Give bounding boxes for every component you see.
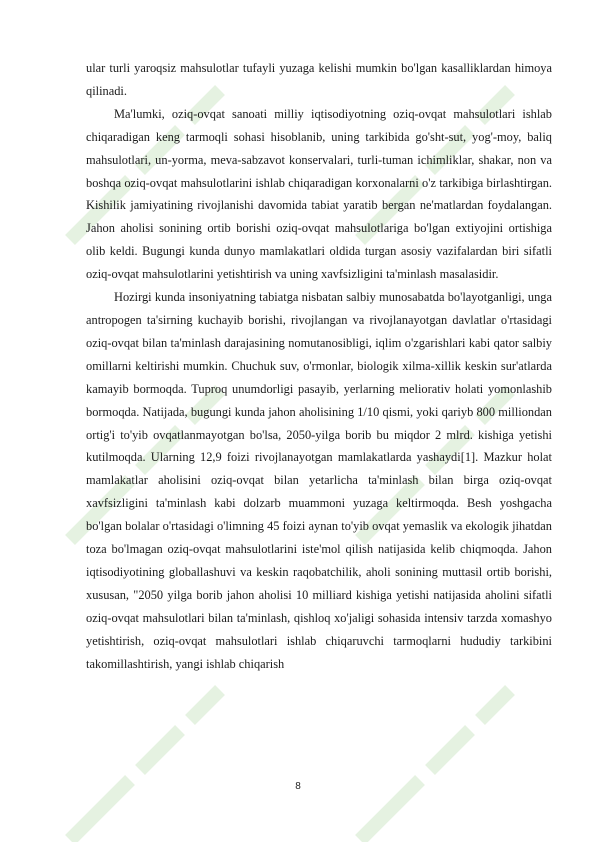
watermark-stroke	[360, 690, 510, 840]
watermark-stroke	[70, 690, 220, 840]
paragraph-2: Ma'lumki, oziq-ovqat sanoati milliy iqtisodiyotning oziq-ovqat mahsulotlari ishlab chiqaradigan keng tarmoqli sohasi hisoblanib, uning tarkibida go'sht-sut, yog'-moy, baliq mahsulotlari, un-yorma, meva-sabzavot konservalari, turli-tuman ichimliklar, shakar, non va boshqa oziq-ovqat mahsulotlarini ishlab chiqaradigan korxonalarni o'z tarkibiga birlashtirgan. Kishilik jamiyatining rivojlanishi davomida tabiat yaratib bergan ne'matlardan foydalangan. Jahon aholisi sonining ortib borishi oziq-ovqat mahsulotlariga bo'lgan extiyojini ortishiga olib keldi. Bugungi kunda dunyo mamlakatlari oldida turgan asosiy vazifalardan biri sifatli oziq-ovqat mahsulotlarini yetishtirish va uning xavfsizligini ta'minlash masalasidir.	[86, 106, 552, 282]
body-text	[86, 57, 552, 675]
paragraph-1: ular turli yaroqsiz mahsulotlar tufayli yuzaga kelishi mumkin bo'lgan kasalliklardan himoya qilinadi.	[86, 61, 552, 98]
page-number: 8	[295, 781, 301, 792]
paragraph-3: Hozirgi kunda insoniyatning tabiatga nisbatan salbiy munosabatda bo'layotganligi, unga antropogen ta'sirning kuchayib borishi, rivojlangan va rivojlanayotgan davlatlar o'rtasidagi oziq-ovqat bilan ta'minlash darajasining nomutanosibligi, iqlim o'zgarishlari kabi qator salbiy omillarni keltirishi mumkin. Chuchuk suv, o'rmonlar, biologik xilma-xillik keskin sur'atlarda kamayib bormoqda. Tuproq unumdorligi pasayib, yerlarning meliorativ holati yomonlashib bormoqda. Natijada, bugungi kunda jahon aholisining 1/10 qismi, yoki qariyb 800 milliondan ortig'i to'yib ovqatlanmayotgan bo'lsa, 2050-yilga borib bu miqdor 2 mlrd. kishiga yetishi kutilmoqda. Ularning 12,9 foizi rivojlanayotgan mamlakatlarda yashaydi[1]. Mazkur holat mamlakatlar aholisini oziq-ovqat bilan yetarlicha ta'minlash bilan birga oziq-ovqat xavfsizligini ta'minlash kabi dolzarb muammoni yuzaga keltirmoqda. Besh yoshgacha bo'lgan bolalar o'rtasidagi o'limning 45 foizi aynan to'yib ovqat yemaslik va ekologik jihatdan toza bo'lmagan oziq-ovqat mahsulotlarini iste'mol qilish natijasida kelib chiqmoqda. Jahon iqtisodiyotining globallashuvi va keskin raqobatchilik, aholi sonining muttasil ortib borishi, xususan, "2050 yilga borib jahon aholisi 10 milliard kishiga yetishi natijasida aholini sifatli oziq-ovqat mahsulotlari bilan ta'minlash, qishloq xo'jaligi sohasida intensiv tarzda xomashyo yetishtirish, oziq-ovqat mahsulotlari ishlab chiqaruvchi tarmoqlarni hududiy tarkibini takomillashtirish, yangi ishlab chiqarish	[86, 290, 552, 671]
